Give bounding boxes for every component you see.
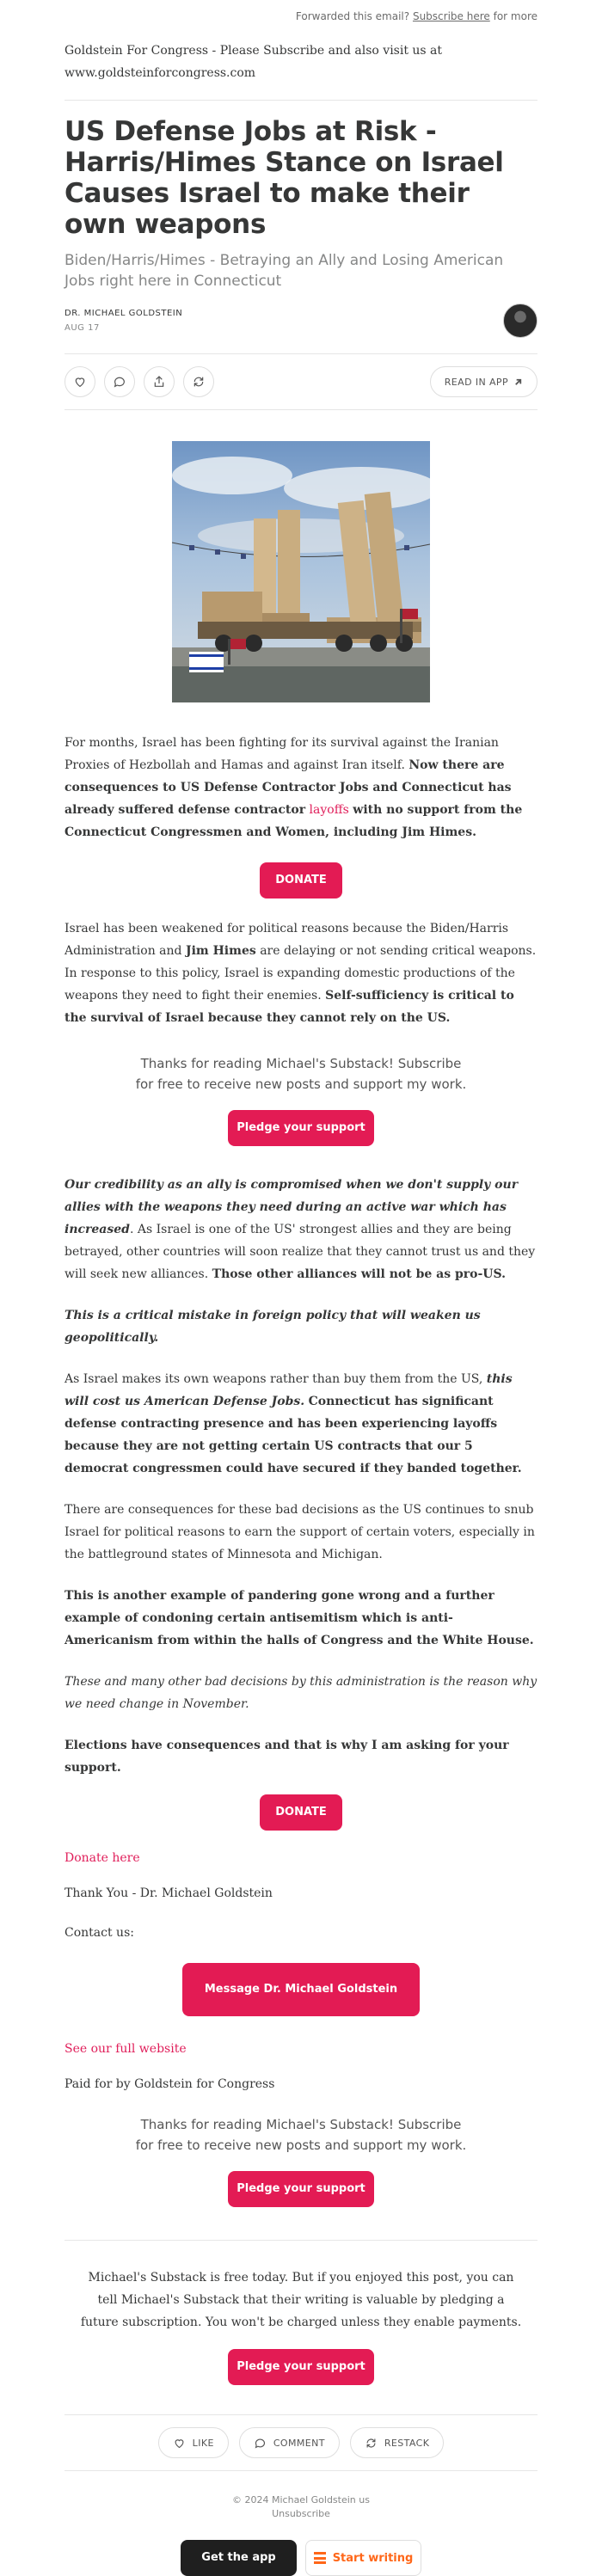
read-in-app-button[interactable]	[430, 366, 538, 397]
paragraph-1-part-b: Now there are consequences to US Defense Contractor Jobs and Connecticut has already suffered defense contractor	[64, 758, 512, 817]
paragraph-2-part-b: Jim Himes	[185, 944, 256, 958]
donate-here-link[interactable]: Donate here	[64, 1851, 140, 1865]
preheader-text: Goldstein For Congress - Please Subscribe and also visit us at www.goldsteinforcongress.com	[64, 31, 538, 101]
comment-icon	[254, 2437, 267, 2450]
paragraph-5-part-a: As Israel makes its own weapons rather than buy them from the US,	[64, 1372, 483, 1386]
start-writing-button[interactable]	[305, 2540, 421, 2576]
donate-button-1[interactable]: DONATE	[260, 862, 342, 899]
paragraph-4-text: This is a critical mistake in foreign policy that will weaken us geopolitically.	[64, 1309, 481, 1345]
paragraph-2-part-c: are delaying or not sending critical weapons. In response to this policy, Israel is expanding domestic productions of the weapons they need to fight their enemies.	[64, 944, 537, 1003]
post-title[interactable]: US Defense Jobs at Risk - Harris/Himes Stance on Israel Causes Israel to make their own weapons	[64, 116, 504, 240]
start-writing-label: Start writing	[332, 2551, 414, 2565]
paragraph-1-part-a: For months, Israel has been fighting for its survival against the Iranian Proxies of Hezbollah and Hamas and against Iran itself.	[64, 736, 499, 772]
post-action-bar	[64, 353, 538, 410]
read-in-app-label: READ IN APP	[444, 376, 508, 388]
paragraph-3-part-a: Our credibility as an ally is compromised when we don't supply our allies with the weapons they need during an active war which has increased	[64, 1178, 519, 1236]
paragraph-7: This is another example of pandering gone wrong and a further example of condoning certain antisemitism which is anti-Americanism from within the halls of Congress and the White House.	[64, 1589, 534, 1647]
author-avatar[interactable]	[503, 304, 538, 338]
footer-divider-1	[64, 2240, 538, 2241]
paragraph-2-part-a: Israel has been weakened for political reasons because the Biden/Harris Administration and	[64, 922, 509, 958]
footer-divider-3	[64, 2470, 538, 2471]
subscribe-prompt-2: Thanks for reading Michael's Substack! Subscribe for free to receive new posts and support my work.	[135, 2117, 467, 2153]
author-name[interactable]: DR. MICHAEL GOLDSTEIN	[64, 309, 183, 318]
contact-us-label: Contact us:	[64, 1926, 134, 1940]
missile-launcher-image	[172, 441, 430, 702]
paragraph-9: Elections have consequences and that is why I am asking for your support.	[64, 1739, 509, 1775]
footer-restack-label: RESTACK	[384, 2437, 430, 2449]
footer-action-bar	[64, 2427, 538, 2458]
free-pledge-note: Michael's Substack is free today. But if you enjoyed this post, you can tell Michael's Substack that their writing is valuable by pledging a future subscription. You won't be charged unless they enable payments.	[80, 2271, 522, 2329]
footer-comment-button[interactable]	[239, 2427, 340, 2458]
paragraph-5-part-b: this will cost us American Defense Jobs.	[64, 1372, 513, 1408]
restack-icon	[365, 2437, 378, 2450]
comment-icon	[113, 375, 126, 389]
like-button[interactable]	[64, 366, 95, 397]
footer-like-button[interactable]	[158, 2427, 229, 2458]
paragraph-5-part-c: Connecticut has significant defense contracting presence and has been experiencing layoffs because they are not getting certain US contracts that our 5 democrat congressmen could have secured if they banded together.	[64, 1395, 522, 1475]
message-author-button[interactable]: Message Dr. Michael Goldstein	[182, 1963, 420, 2016]
paragraph-1	[64, 732, 538, 843]
footer-restack-button[interactable]	[350, 2427, 444, 2458]
subscribe-here-link[interactable]: Subscribe here	[412, 10, 490, 22]
forwarded-text: Forwarded this email?	[295, 10, 410, 22]
layoffs-link[interactable]: layoffs	[309, 803, 349, 817]
unsubscribe-link[interactable]: Unsubscribe	[272, 2508, 330, 2519]
paid-for-text: Paid for by Goldstein for Congress	[64, 2077, 275, 2091]
pledge-support-button-3[interactable]: Pledge your support	[228, 2349, 374, 2385]
post-date: AUG 17	[64, 323, 100, 333]
post-subtitle: Biden/Harris/Himes - Betraying an Ally and Losing American Jobs right here in Connecticut	[64, 252, 504, 290]
byline	[64, 304, 538, 338]
comment-button[interactable]	[104, 366, 135, 397]
paragraph-3-part-b: . As Israel is one of the US' strongest allies and they are being betrayed, other countries will soon realize that they cannot trust us and they will seek new alliances.	[64, 1223, 536, 1281]
paragraph-2-part-d: Self-sufficiency is critical to the survival of Israel because they cannot rely on the US.	[64, 989, 514, 1025]
substack-logo-icon	[314, 2552, 326, 2564]
footer-app-buttons	[64, 2540, 538, 2576]
subscribe-prompt-1: Thanks for reading Michael's Substack! Subscribe for free to receive new posts and support my work.	[135, 1056, 467, 1092]
full-website-link[interactable]: See our full website	[64, 2042, 187, 2056]
copyright-text: © 2024 Michael Goldstein us	[232, 2494, 370, 2505]
pledge-support-button-2[interactable]: Pledge your support	[228, 2171, 374, 2207]
restack-icon	[192, 375, 206, 389]
get-the-app-button[interactable]: Get the app	[181, 2540, 297, 2576]
hero-image[interactable]	[172, 441, 430, 702]
donate-button-2[interactable]: DONATE	[260, 1794, 342, 1831]
heart-icon	[173, 2437, 186, 2450]
paragraph-3	[64, 1174, 538, 1285]
paragraph-1-part-c: with no support from the Connecticut Congressmen and Women, including Jim Himes.	[64, 803, 523, 839]
pledge-support-button-1[interactable]: Pledge your support	[228, 1110, 374, 1146]
paragraph-3-part-c: Those other alliances will not be as pro-US.	[212, 1267, 507, 1281]
thank-you-text: Thank You - Dr. Michael Goldstein	[64, 1886, 273, 1900]
footer-like-label: LIKE	[192, 2437, 214, 2449]
paragraph-6: There are consequences for these bad decisions as the US continues to snub Israel for political reasons to earn the support of certain voters, especially in the battleground states of Minnesota and Michigan.	[64, 1503, 535, 1561]
heart-icon	[73, 375, 87, 389]
for-more-text: for more	[493, 10, 538, 22]
paragraph-4	[64, 1304, 538, 1349]
paragraph-8: These and many other bad decisions by this administration is the reason why we need change in November.	[64, 1675, 538, 1711]
paragraph-2	[64, 917, 538, 1029]
share-button[interactable]	[144, 366, 175, 397]
footer-comment-label: COMMENT	[273, 2437, 325, 2449]
footer-divider-2	[64, 2414, 538, 2415]
arrow-up-right-icon	[513, 377, 523, 387]
forwarded-bar	[64, 0, 538, 31]
paragraph-5	[64, 1368, 538, 1480]
restack-button[interactable]	[183, 366, 214, 397]
share-icon	[152, 375, 166, 389]
